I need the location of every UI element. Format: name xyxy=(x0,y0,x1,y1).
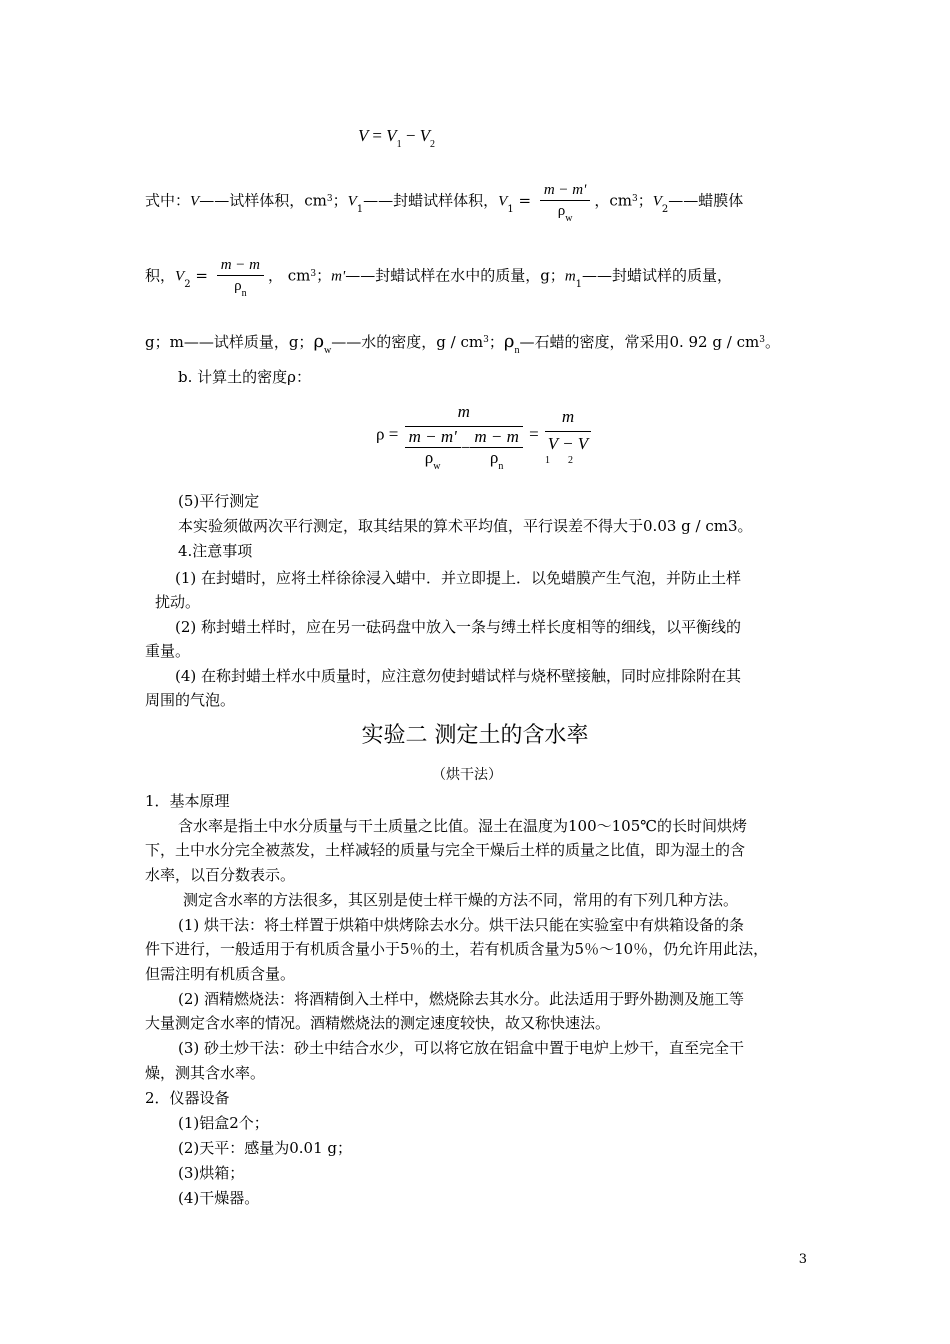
formula-term: ρ xyxy=(376,424,385,444)
symbol: V xyxy=(498,193,508,210)
formula-volume xyxy=(358,126,436,150)
body-line: 水率，以百分数表示。 xyxy=(145,866,296,884)
symbol: ρ xyxy=(313,331,325,352)
fraction-volume xyxy=(545,403,591,466)
text: ——水的密度，g / cm xyxy=(331,333,484,351)
para-line: 周围的气泡。 xyxy=(145,691,236,709)
fraction-main xyxy=(405,398,523,471)
body-line: 含水率是指土中水分质量与干土质量之比值。湿土在温度为100～105℃的长时间烘烤 xyxy=(178,817,748,835)
formula-term: V xyxy=(419,126,431,145)
body-line: (1) 烘干法：将土样置于烘箱中烘烤除去水分。烘干法只能在实验室中有烘箱设备的条 xyxy=(178,916,745,934)
superscript: 3 xyxy=(310,268,317,279)
body-line: (4)干燥器。 xyxy=(178,1189,260,1207)
numerator: m − m' xyxy=(405,427,461,448)
numerator: m xyxy=(545,403,591,432)
body-line: 下，土中水分完全被蒸发，土样减轻的质量与完全干燥后土样的质量之比值，即为湿土的含 xyxy=(145,841,746,859)
subscript: n xyxy=(498,461,504,472)
text: ； xyxy=(332,191,348,210)
page-number: 3 xyxy=(798,1252,807,1267)
superscript: 3 xyxy=(631,193,638,204)
body-line: 件下进行，一般适用于有机质含量小于5％的土，若有机质含量为5％～10％，仍允许用此法， xyxy=(145,940,769,958)
text: 积， xyxy=(145,266,176,285)
para-line: (4) 在称封蜡土样水中质量时，应注意勿使封蜡试样与烧杯壁接触，同时应排除附在其 xyxy=(175,667,742,685)
text: ； xyxy=(637,191,653,210)
para-line: (2) 称封蜡土样时，应在另一砝码盘中放入一条与缚土样长度相等的细线，以平衡线的 xyxy=(175,618,742,636)
text: 式中： xyxy=(145,191,191,210)
formula-operator: − xyxy=(460,437,471,457)
text: 。 xyxy=(764,333,780,351)
text: ——蜡膜体 xyxy=(668,191,744,210)
subscripts xyxy=(545,456,591,466)
fraction-water xyxy=(405,427,461,471)
formula-operator: − xyxy=(405,126,416,145)
operator: = xyxy=(195,266,208,285)
denominator: ρ xyxy=(424,448,434,467)
formula-term: V xyxy=(358,126,369,145)
section-title: 实验二 测定土的含水率 xyxy=(361,723,589,748)
symbol: m' xyxy=(331,268,346,285)
subscript: 1 xyxy=(544,455,568,466)
text: ——封蜡试样在水中的质量，g； xyxy=(345,266,565,285)
body-line: (2)天平：感量为0.01 g； xyxy=(178,1139,353,1157)
denominator xyxy=(405,427,523,471)
body-line: 1．基本原理 xyxy=(145,792,230,810)
text: ； xyxy=(488,333,504,351)
superscript: 3 xyxy=(483,335,489,345)
subscript: w xyxy=(565,213,573,224)
step-b: b. 计算土的密度ρ： xyxy=(178,368,311,386)
formula-operator: = xyxy=(372,126,382,145)
body-line: (3)烘箱； xyxy=(178,1164,245,1182)
para-line: 本实验须做两次平行测定，取其结果的算术平均值，平行误差不得大于0.03 g / cm3。 xyxy=(178,517,753,535)
text: g；m——试样质量，g； xyxy=(145,333,314,351)
subscript: n xyxy=(241,288,247,299)
fraction xyxy=(540,180,591,223)
body-line: (3) 砂土炒干法：砂土中结合水少，可以将它放在铝盒中置于电炉上炒干，直至完全干 xyxy=(178,1039,745,1057)
symbol: m xyxy=(564,268,576,285)
superscript: 3 xyxy=(326,193,333,204)
body-line: 测定含水率的方法很多，其区别是使士样干燥的方法不同，常用的有下列几种方法。 xyxy=(183,891,739,909)
fraction xyxy=(217,255,264,298)
body-line: 2．仪器设备 xyxy=(145,1089,230,1107)
body-line: 大量测定含水率的情况。酒精燃烧法的测定速度较快，故又称快速法。 xyxy=(145,1014,611,1032)
symbol: V xyxy=(652,193,662,210)
symbol: V xyxy=(190,193,200,210)
definition-line-2 xyxy=(145,255,732,299)
numerator: m − m xyxy=(217,255,264,276)
para-line: (5)平行测定 xyxy=(178,492,260,510)
numerator: m − m' xyxy=(540,180,591,201)
para-line: (1) 在封蜡时，应将土样徐徐浸入蜡中．并立即提上．以免蜡膜产生气泡，并防止土样 xyxy=(175,569,742,587)
definition-line-3 xyxy=(145,330,780,357)
body-line: (1)铝盒2个； xyxy=(178,1114,269,1132)
operator: = xyxy=(518,191,532,210)
subscript: n xyxy=(514,345,520,356)
subscript: 1 xyxy=(575,278,583,290)
denominator: V − V xyxy=(547,434,589,453)
formula-subscript: 1 xyxy=(396,139,402,150)
numerator: m xyxy=(405,398,523,427)
text: ， cm xyxy=(268,266,311,285)
subscript: 2 xyxy=(184,278,191,290)
numerator: m − m xyxy=(470,427,523,448)
subscript: w xyxy=(324,345,332,356)
text: ——封蜡试样体积， xyxy=(363,191,499,210)
section-subtitle: （烘干法） xyxy=(432,767,502,783)
fraction-wax xyxy=(470,427,523,471)
denominator: ρ xyxy=(489,448,499,467)
denominator: ρ xyxy=(557,203,566,219)
formula-density xyxy=(376,398,593,471)
subscript: 1 xyxy=(356,203,364,215)
text: ； xyxy=(316,266,332,285)
symbol: V xyxy=(347,193,357,210)
superscript: 3 xyxy=(759,335,765,345)
symbol: ρ xyxy=(503,331,515,352)
text: ——试样体积，cm xyxy=(199,191,327,210)
formula-term: V xyxy=(386,126,397,145)
body-line: (2) 酒精燃烧法：将酒精倒入土样中，燃烧除去其水分。此法适用于野外勘测及施工等 xyxy=(178,990,745,1008)
body-line: 但需注明有机质含量。 xyxy=(145,965,296,983)
formula-operator: = xyxy=(388,424,399,444)
para-line: 扰动。 xyxy=(155,593,201,611)
formula-operator: = xyxy=(529,424,539,444)
subscript: 2 xyxy=(567,455,591,466)
body-line: 燥，测其含水率。 xyxy=(145,1064,266,1082)
text: ——封蜡试样的质量， xyxy=(582,266,733,285)
para-line: 4.注意事项 xyxy=(178,542,253,560)
formula-subscript: 2 xyxy=(430,139,436,150)
symbol: V xyxy=(175,268,185,285)
text: —石蜡的密度，常采用0. 92 g / cm xyxy=(519,333,760,351)
para-line: 重量。 xyxy=(145,642,191,660)
subscript: w xyxy=(433,461,441,472)
definition-line-1 xyxy=(145,180,743,224)
text: ，cm xyxy=(594,191,632,210)
denominator: ρ xyxy=(234,278,242,294)
subscript: 1 xyxy=(507,203,514,215)
subscript: 2 xyxy=(661,203,669,215)
